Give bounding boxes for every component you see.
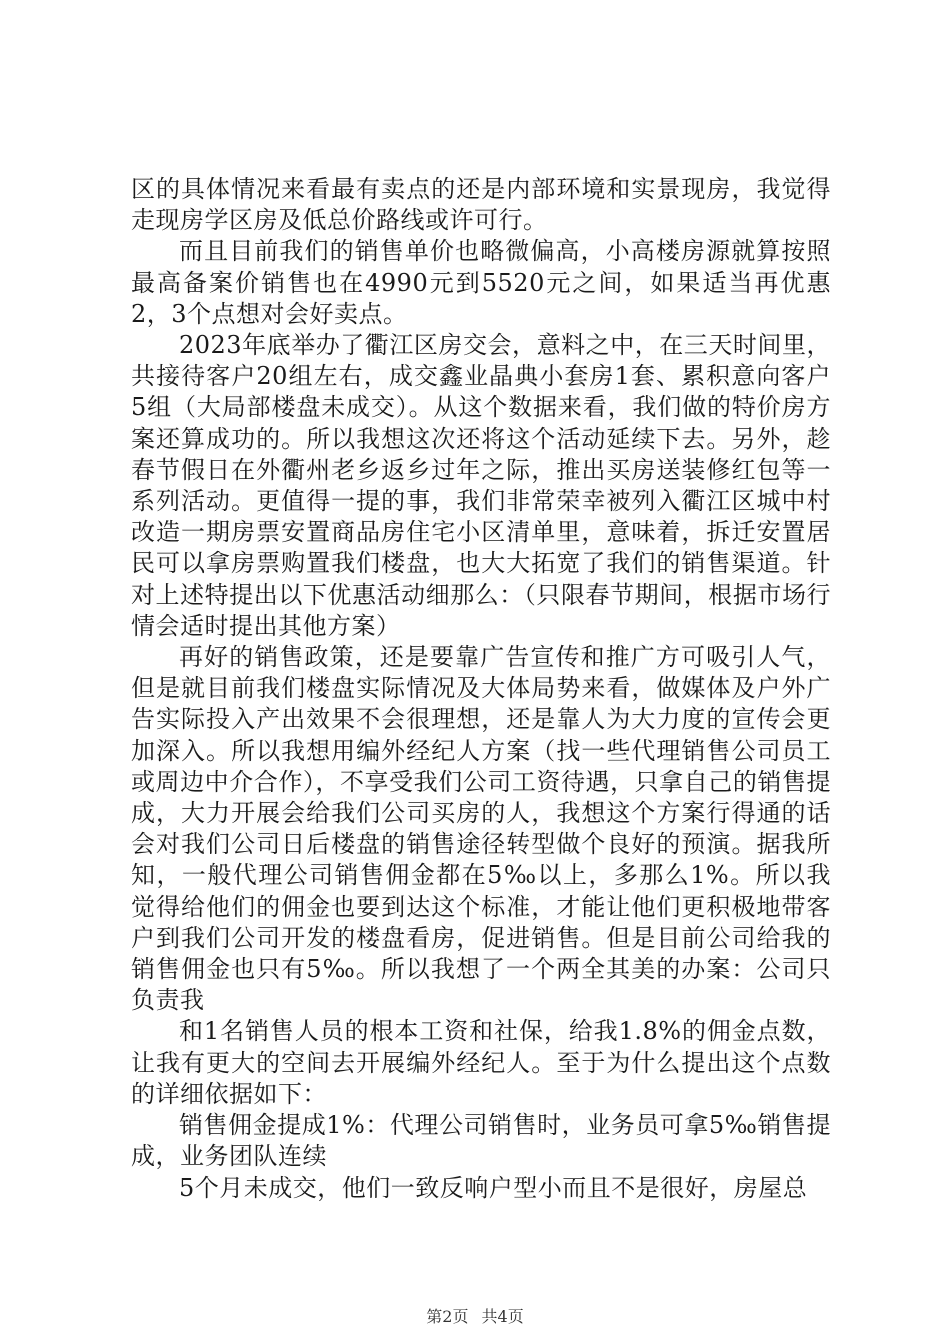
page-footer [0,1304,950,1327]
page-number: 第2页 [426,1307,469,1326]
page-total: 共4页 [481,1307,524,1326]
paragraph: 和1名销售人员的根本工资和社保，给我1.8%的佣金点数，让我有更大的空间去开展编外经纪人。至于为什么提出这个点数的详细依据如下： [131,1017,831,1108]
paragraph: 区的具体情况来看最有卖点的还是内部环境和实景现房，我觉得走现房学区房及低总价路线或许可行。 [131,175,831,235]
document-body [131,174,831,1204]
paragraph: 而且目前我们的销售单价也略微偏高，小高楼房源就算按照最高备案价销售也在4990元到5520元之间，如果适当再优惠2，3个点想对会好卖点。 [131,237,831,328]
paragraph: 再好的销售政策，还是要靠广告宣传和推广方可吸引人气，但是就目前我们楼盘实际情况及大体局势来看，做媒体及户外广告实际投入产出效果不会很理想，还是靠人为大力度的宣传会更加深入。所以我想用编外经纪人方案（找一些代理销售公司员工或周边中介合作），不享受我们公司工资待遇，只拿自己的销售提成，大力开展会给我们公司买房的人，我想这个方案行得通的话会对我们公司日后楼盘的销售途径转型做个良好的预演。据我所知，一般代理公司销售佣金都在5‰以上，多那么1%。所以我觉得给他们的佣金也要到达这个标准，才能让他们更积极地带客户到我们公司开发的楼盘看房，促进销售。但是目前公司给我的销售佣金也只有5‰。所以我想了一个两全其美的办案：公司只负责我 [131,643,831,1015]
paragraph: 2023年底举办了衢江区房交会，意料之中，在三天时间里，共接待客户20组左右，成交鑫业晶典小套房1套、累积意向客户5组（大局部楼盘未成交）。从这个数据来看，我们做的特价房方案还算成功的。所以我想这次还将这个活动延续下去。另外，趁春节假日在外衢州老乡返乡过年之际，推出买房送装修红包等一系列活动。更值得一提的事，我们非常荣幸被列入衢江区城中村改造一期房票安置商品房住宅小区清单里，意味着，拆迁安置居民可以拿房票购置我们楼盘，也大大拓宽了我们的销售渠道。针对上述特提出以下优惠活动细那么：（只限春节期间，根据市场行情会适时提出其他方案） [131,331,831,640]
paragraph: 销售佣金提成1%：代理公司销售时，业务员可拿5‰销售提成，业务团队连续 [131,1111,831,1171]
paragraph: 5个月未成交，他们一致反响户型小而且不是很好，房屋总 [179,1173,808,1202]
